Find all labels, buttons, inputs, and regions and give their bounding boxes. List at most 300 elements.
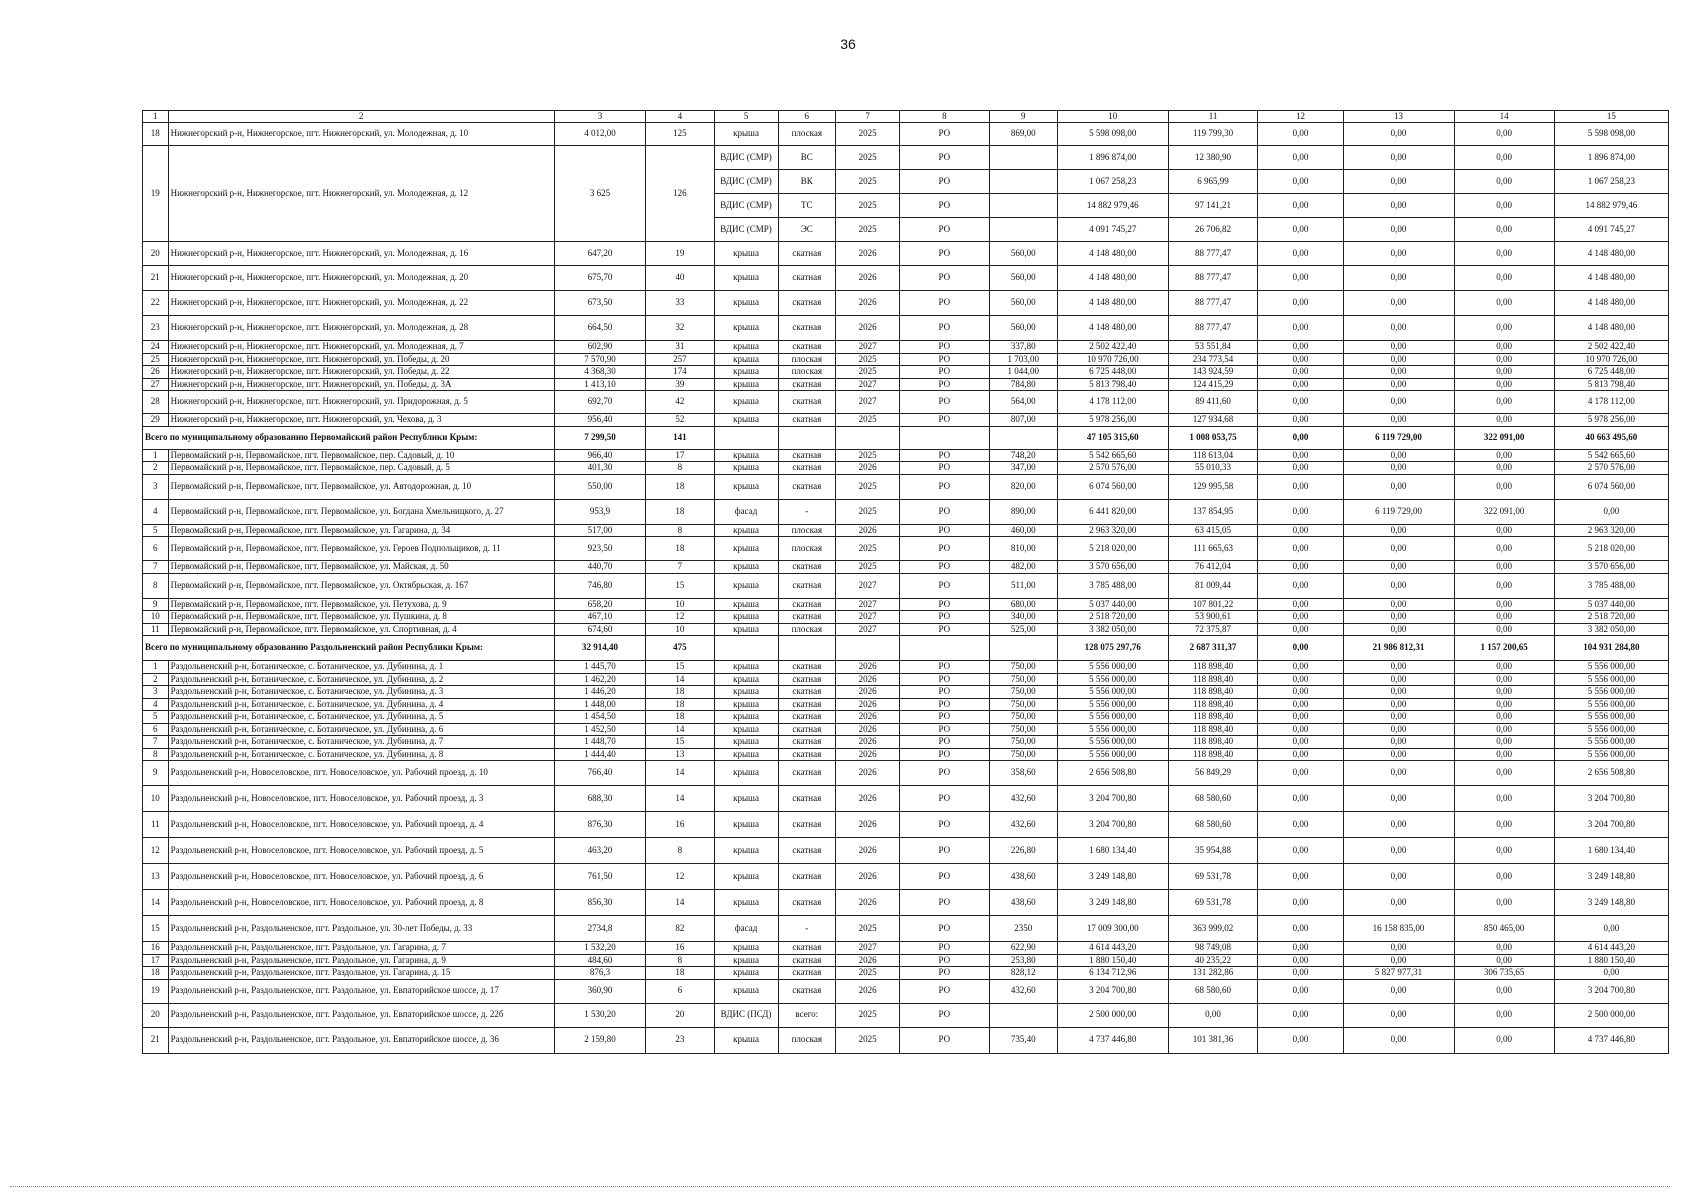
value-c5: крыша xyxy=(714,537,778,561)
value-c7: 2027 xyxy=(836,341,900,354)
value-c11: 111 665,63 xyxy=(1168,537,1258,561)
value-c11: 76 412,04 xyxy=(1168,561,1258,574)
value-c12: 0,00 xyxy=(1258,623,1343,636)
value-c5: крыша xyxy=(714,736,778,749)
address-cell: Раздольненский р-н, Новоселовское, пгт. Новоселовское, ул. Рабочий проезд, д. 3 xyxy=(168,786,554,812)
value-c6: скатная xyxy=(778,838,836,864)
residents-cell: 14 xyxy=(646,786,714,812)
value-c7: 2026 xyxy=(836,266,900,291)
value-c12: 0,00 xyxy=(1258,954,1343,967)
column-number-header: 11 xyxy=(1168,111,1258,123)
value-c7: 2027 xyxy=(836,623,900,636)
area-cell: 1 452,50 xyxy=(554,723,646,736)
row-number: 18 xyxy=(143,123,169,146)
value-c5: крыша xyxy=(714,242,778,266)
value-c9: 226,80 xyxy=(989,838,1057,864)
value-c12: 0,00 xyxy=(1258,537,1343,561)
value-c14: 0,00 xyxy=(1454,524,1554,537)
table-row xyxy=(143,353,1669,366)
value-c11: 68 580,60 xyxy=(1168,979,1258,1003)
value-c13: 16 158 835,00 xyxy=(1343,916,1454,942)
value-c11: 97 141,21 xyxy=(1168,194,1258,218)
value-c10: 2 656 508,80 xyxy=(1057,761,1168,786)
value-c15: 5 978 256,00 xyxy=(1554,414,1668,427)
residents-cell: 10 xyxy=(646,598,714,611)
table-row xyxy=(143,524,1669,537)
value-c5: крыша xyxy=(714,942,778,955)
value-c11: 6 965,99 xyxy=(1168,170,1258,194)
table-row xyxy=(143,761,1669,786)
address-cell: Первомайский р-н, Первомайское, пгт. Первомайское, ул. Автодорожная, д. 10 xyxy=(168,474,554,499)
value-c5: крыша xyxy=(714,611,778,624)
value-c15: 3 249 148,80 xyxy=(1554,890,1668,916)
value-c12: 0,00 xyxy=(1258,378,1343,391)
value-c10: 3 204 700,80 xyxy=(1057,979,1168,1003)
value-c15: 4 614 443,20 xyxy=(1554,942,1668,955)
value-c12: 0,00 xyxy=(1258,146,1343,170)
address-cell: Нижнегорский р-н, Нижнегорское, пгт. Нижнегорский, ул. Победы, д. 22 xyxy=(168,366,554,379)
value-c10: 5 556 000,00 xyxy=(1057,661,1168,674)
value-c7: 2026 xyxy=(836,673,900,686)
area-cell: 766,40 xyxy=(554,761,646,786)
empty-cell xyxy=(836,636,900,661)
value-c8: РО xyxy=(900,123,990,146)
value-c7: 2027 xyxy=(836,573,900,598)
table-row xyxy=(143,366,1669,379)
value-c11: 118 898,40 xyxy=(1168,661,1258,674)
value-c5: крыша xyxy=(714,561,778,574)
row-number: 3 xyxy=(143,474,169,499)
value-c6: - xyxy=(778,916,836,942)
value-c10: 3 204 700,80 xyxy=(1057,786,1168,812)
row-number: 10 xyxy=(143,611,169,624)
value-c7: 2025 xyxy=(836,449,900,462)
value-c11: 124 415,29 xyxy=(1168,378,1258,391)
value-c13: 0,00 xyxy=(1343,812,1454,838)
area-cell: 1 445,70 xyxy=(554,661,646,674)
value-c7: 2027 xyxy=(836,391,900,414)
value-c14: 0,00 xyxy=(1454,462,1554,475)
address-cell: Раздольненский р-н, Ботаническое, с. Ботаническое, ул. Дубинина, д. 8 xyxy=(168,748,554,761)
value-c9: 680,00 xyxy=(989,598,1057,611)
value-c15: 4 148 480,00 xyxy=(1554,316,1668,341)
area-cell: 7 570,90 xyxy=(554,353,646,366)
residents-cell: 125 xyxy=(646,123,714,146)
value-c15: 5 556 000,00 xyxy=(1554,723,1668,736)
value-c13: 0,00 xyxy=(1343,378,1454,391)
address-cell: Раздольненский р-н, Раздольненское, пгт. Раздольное, ул. Евпаторийское шоссе, д. 36 xyxy=(168,1027,554,1053)
table-row xyxy=(143,611,1669,624)
value-c8: РО xyxy=(900,353,990,366)
address-cell: Первомайский р-н, Первомайское, пгт. Первомайское, ул. Спортивная, д. 4 xyxy=(168,623,554,636)
value-c8: РО xyxy=(900,698,990,711)
value-c8: РО xyxy=(900,623,990,636)
value-c15: 2 570 576,00 xyxy=(1554,462,1668,475)
value-c6: скатная xyxy=(778,864,836,890)
value-c8: РО xyxy=(900,218,990,242)
value-c11: 234 773,54 xyxy=(1168,353,1258,366)
value-c6: скатная xyxy=(778,561,836,574)
value-c6: плоская xyxy=(778,1027,836,1053)
value-c7: 2027 xyxy=(836,942,900,955)
address-cell: Первомайский р-н, Первомайское, пгт. Первомайское, ул. Петухова, д. 9 xyxy=(168,598,554,611)
value-c14: 0,00 xyxy=(1454,378,1554,391)
value-c7: 2025 xyxy=(836,916,900,942)
value-c12: 0,00 xyxy=(1258,890,1343,916)
residents-cell: 52 xyxy=(646,414,714,427)
value-c13: 0,00 xyxy=(1343,954,1454,967)
row-number: 15 xyxy=(143,916,169,942)
total-c14: 1 157 200,65 xyxy=(1454,636,1554,661)
value-c9: 869,00 xyxy=(989,123,1057,146)
value-c11: 69 531,78 xyxy=(1168,890,1258,916)
value-c8: РО xyxy=(900,954,990,967)
value-c9 xyxy=(989,1003,1057,1027)
table-row xyxy=(143,661,1669,674)
value-c9 xyxy=(989,170,1057,194)
value-c11: 72 375,87 xyxy=(1168,623,1258,636)
value-c13: 0,00 xyxy=(1343,353,1454,366)
value-c10: 2 963 320,00 xyxy=(1057,524,1168,537)
value-c15: 5 556 000,00 xyxy=(1554,686,1668,699)
value-c9: 750,00 xyxy=(989,698,1057,711)
value-c5: фасад xyxy=(714,916,778,942)
value-c15: 3 785 488,00 xyxy=(1554,573,1668,598)
address-cell: Раздольненский р-н, Новоселовское, пгт. Новоселовское, ул. Рабочий проезд, д. 8 xyxy=(168,890,554,916)
value-c7: 2025 xyxy=(836,170,900,194)
column-number-header: 6 xyxy=(778,111,836,123)
area-cell: 4 012,00 xyxy=(554,123,646,146)
value-c7: 2025 xyxy=(836,1027,900,1053)
value-c13: 0,00 xyxy=(1343,341,1454,354)
table-row xyxy=(143,967,1669,980)
table-row xyxy=(143,266,1669,291)
table-row xyxy=(143,786,1669,812)
value-c13: 0,00 xyxy=(1343,537,1454,561)
residents-cell: 20 xyxy=(646,1003,714,1027)
residents-cell: 18 xyxy=(646,686,714,699)
table-row xyxy=(143,916,1669,942)
value-c11: 131 282,86 xyxy=(1168,967,1258,980)
total-c12: 0,00 xyxy=(1258,636,1343,661)
address-cell: Нижнегорский р-н, Нижнегорское, пгт. Нижнегорский, ул. Победы, д. 20 xyxy=(168,353,554,366)
row-number: 27 xyxy=(143,378,169,391)
table-row xyxy=(143,499,1669,524)
value-c13: 0,00 xyxy=(1343,673,1454,686)
value-c14: 0,00 xyxy=(1454,761,1554,786)
value-c7: 2025 xyxy=(836,353,900,366)
column-number-header: 1 xyxy=(143,111,169,123)
value-c7: 2027 xyxy=(836,598,900,611)
value-c5: ВДИС (ПСД) xyxy=(714,1003,778,1027)
value-c14: 0,00 xyxy=(1454,611,1554,624)
value-c8: РО xyxy=(900,864,990,890)
row-number: 7 xyxy=(143,561,169,574)
value-c10: 5 037 440,00 xyxy=(1057,598,1168,611)
total-c13: 21 986 812,31 xyxy=(1343,636,1454,661)
table-row xyxy=(143,291,1669,316)
value-c6: скатная xyxy=(778,242,836,266)
value-c6: скатная xyxy=(778,686,836,699)
value-c15: 0,00 xyxy=(1554,916,1668,942)
value-c14: 0,00 xyxy=(1454,838,1554,864)
address-cell: Раздольненский р-н, Ботаническое, с. Ботаническое, ул. Дубинина, д. 1 xyxy=(168,661,554,674)
value-c15: 5 598 098,00 xyxy=(1554,123,1668,146)
residents-cell: 14 xyxy=(646,761,714,786)
row-number: 19 xyxy=(143,979,169,1003)
address-cell: Первомайский р-н, Первомайское, пгт. Первомайское, ул. Богдана Хмельницкого, д. 27 xyxy=(168,499,554,524)
value-c13: 0,00 xyxy=(1343,561,1454,574)
residents-cell: 6 xyxy=(646,979,714,1003)
value-c8: РО xyxy=(900,462,990,475)
value-c7: 2026 xyxy=(836,736,900,749)
value-c12: 0,00 xyxy=(1258,561,1343,574)
value-c15: 1 067 258,23 xyxy=(1554,170,1668,194)
residents-cell: 31 xyxy=(646,341,714,354)
value-c10: 5 542 665,60 xyxy=(1057,449,1168,462)
value-c14: 0,00 xyxy=(1454,474,1554,499)
table-row xyxy=(143,711,1669,724)
value-c10: 1 896 874,00 xyxy=(1057,146,1168,170)
area-cell: 692,70 xyxy=(554,391,646,414)
row-number: 11 xyxy=(143,623,169,636)
value-c8: РО xyxy=(900,661,990,674)
value-c13: 0,00 xyxy=(1343,366,1454,379)
value-c14: 322 091,00 xyxy=(1454,499,1554,524)
address-cell: Раздольненский р-н, Ботаническое, с. Ботаническое, ул. Дубинина, д. 6 xyxy=(168,723,554,736)
value-c9 xyxy=(989,146,1057,170)
table-row xyxy=(143,864,1669,890)
value-c7: 2026 xyxy=(836,812,900,838)
value-c7: 2025 xyxy=(836,194,900,218)
value-c7: 2026 xyxy=(836,723,900,736)
total-c11: 2 687 311,37 xyxy=(1168,636,1258,661)
value-c11: 127 934,68 xyxy=(1168,414,1258,427)
row-number: 20 xyxy=(143,242,169,266)
table-row xyxy=(143,890,1669,916)
area-cell: 401,30 xyxy=(554,462,646,475)
residents-cell: 15 xyxy=(646,573,714,598)
value-c5: крыша xyxy=(714,366,778,379)
value-c8: РО xyxy=(900,611,990,624)
value-c11: 129 995,58 xyxy=(1168,474,1258,499)
total-c12: 0,00 xyxy=(1258,426,1343,449)
value-c10: 4 148 480,00 xyxy=(1057,266,1168,291)
residents-cell: 15 xyxy=(646,661,714,674)
value-c14: 0,00 xyxy=(1454,786,1554,812)
value-c13: 6 119 729,00 xyxy=(1343,499,1454,524)
value-c8: РО xyxy=(900,711,990,724)
value-c5: крыша xyxy=(714,864,778,890)
value-c10: 6 441 820,00 xyxy=(1057,499,1168,524)
residents-cell: 33 xyxy=(646,291,714,316)
value-c8: РО xyxy=(900,786,990,812)
value-c8: РО xyxy=(900,736,990,749)
value-c6: скатная xyxy=(778,611,836,624)
value-c14: 0,00 xyxy=(1454,366,1554,379)
column-number-header: 12 xyxy=(1258,111,1343,123)
value-c6: скатная xyxy=(778,661,836,674)
value-c9: 784,80 xyxy=(989,378,1057,391)
value-c5: крыша xyxy=(714,449,778,462)
value-c9: 432,60 xyxy=(989,979,1057,1003)
value-c12: 0,00 xyxy=(1258,353,1343,366)
value-c12: 0,00 xyxy=(1258,736,1343,749)
value-c13: 0,00 xyxy=(1343,291,1454,316)
value-c14: 0,00 xyxy=(1454,194,1554,218)
address-cell: Первомайский р-н, Первомайское, пгт. Первомайское, ул. Октябрьская, д. 167 xyxy=(168,573,554,598)
address-cell: Раздольненский р-н, Ботаническое, с. Ботаническое, ул. Дубинина, д. 3 xyxy=(168,686,554,699)
address-cell: Нижнегорский р-н, Нижнегорское, пгт. Нижнегорский, ул. Придорожная, д. 5 xyxy=(168,391,554,414)
value-c5: крыша xyxy=(714,673,778,686)
address-cell: Раздольненский р-н, Раздольненское, пгт. Раздольное, ул. Гагарина, д. 15 xyxy=(168,967,554,980)
value-c15: 6 074 560,00 xyxy=(1554,474,1668,499)
area-cell: 1 413,10 xyxy=(554,378,646,391)
value-c11: 88 777,47 xyxy=(1168,316,1258,341)
value-c13: 0,00 xyxy=(1343,1027,1454,1053)
row-number: 22 xyxy=(143,291,169,316)
value-c12: 0,00 xyxy=(1258,316,1343,341)
value-c10: 5 556 000,00 xyxy=(1057,748,1168,761)
value-c9: 560,00 xyxy=(989,266,1057,291)
value-c13: 0,00 xyxy=(1343,723,1454,736)
value-c6: плоская xyxy=(778,524,836,537)
value-c5: крыша xyxy=(714,686,778,699)
value-c5: крыша xyxy=(714,341,778,354)
table-row xyxy=(143,561,1669,574)
value-c11: 26 706,82 xyxy=(1168,218,1258,242)
area-cell: 3 625 xyxy=(554,146,646,242)
table-row xyxy=(143,414,1669,427)
area-cell: 467,10 xyxy=(554,611,646,624)
residents-cell: 18 xyxy=(646,698,714,711)
table-row xyxy=(143,462,1669,475)
value-c11: 56 849,29 xyxy=(1168,761,1258,786)
value-c13: 0,00 xyxy=(1343,786,1454,812)
value-c15: 5 218 020,00 xyxy=(1554,537,1668,561)
value-c11: 68 580,60 xyxy=(1168,786,1258,812)
value-c14: 0,00 xyxy=(1454,698,1554,711)
value-c7: 2025 xyxy=(836,967,900,980)
value-c14: 306 735,65 xyxy=(1454,967,1554,980)
value-c11: 12 380,90 xyxy=(1168,146,1258,170)
row-number: 12 xyxy=(143,838,169,864)
column-number-header: 2 xyxy=(168,111,554,123)
area-cell: 953,9 xyxy=(554,499,646,524)
row-number: 13 xyxy=(143,864,169,890)
address-cell: Раздольненский р-н, Ботаническое, с. Ботаническое, ул. Дубинина, д. 7 xyxy=(168,736,554,749)
column-number-header: 7 xyxy=(836,111,900,123)
value-c6: скатная xyxy=(778,786,836,812)
page-bottom-rule xyxy=(10,1186,1670,1187)
value-c6: скатная xyxy=(778,942,836,955)
value-c9: 750,00 xyxy=(989,711,1057,724)
value-c12: 0,00 xyxy=(1258,916,1343,942)
value-c12: 0,00 xyxy=(1258,761,1343,786)
value-c13: 0,00 xyxy=(1343,462,1454,475)
value-c15: 5 813 798,40 xyxy=(1554,378,1668,391)
value-c12: 0,00 xyxy=(1258,524,1343,537)
value-c13: 0,00 xyxy=(1343,748,1454,761)
value-c11: 118 613,04 xyxy=(1168,449,1258,462)
value-c7: 2026 xyxy=(836,838,900,864)
value-c10: 5 978 256,00 xyxy=(1057,414,1168,427)
value-c15: 3 570 656,00 xyxy=(1554,561,1668,574)
value-c7: 2026 xyxy=(836,316,900,341)
value-c15: 1 896 874,00 xyxy=(1554,146,1668,170)
value-c14: 0,00 xyxy=(1454,598,1554,611)
value-c15: 2 963 320,00 xyxy=(1554,524,1668,537)
value-c9: 358,60 xyxy=(989,761,1057,786)
value-c7: 2026 xyxy=(836,711,900,724)
value-c10: 5 556 000,00 xyxy=(1057,723,1168,736)
area-cell: 674,60 xyxy=(554,623,646,636)
value-c11: 81 009,44 xyxy=(1168,573,1258,598)
value-c13: 0,00 xyxy=(1343,942,1454,955)
table-row xyxy=(143,698,1669,711)
value-c12: 0,00 xyxy=(1258,942,1343,955)
column-number-header: 13 xyxy=(1343,111,1454,123)
value-c5: крыша xyxy=(714,573,778,598)
area-cell: 440,70 xyxy=(554,561,646,574)
value-c14: 0,00 xyxy=(1454,864,1554,890)
value-c9: 750,00 xyxy=(989,723,1057,736)
value-c14: 0,00 xyxy=(1454,623,1554,636)
value-c13: 0,00 xyxy=(1343,864,1454,890)
value-c5: ВДИС (СМР) xyxy=(714,170,778,194)
value-c13: 0,00 xyxy=(1343,1003,1454,1027)
row-number: 7 xyxy=(143,736,169,749)
value-c15: 3 204 700,80 xyxy=(1554,812,1668,838)
value-c9: 750,00 xyxy=(989,661,1057,674)
table-row xyxy=(143,736,1669,749)
district-total-label: Всего по муниципальному образованию Первомайский район Республики Крым: xyxy=(143,426,555,449)
value-c9: 525,00 xyxy=(989,623,1057,636)
value-c9: 735,40 xyxy=(989,1027,1057,1053)
value-c8: РО xyxy=(900,391,990,414)
value-c6: плоская xyxy=(778,366,836,379)
value-c6: скатная xyxy=(778,316,836,341)
value-c9: 750,00 xyxy=(989,736,1057,749)
value-c7: 2027 xyxy=(836,378,900,391)
value-c15: 2 518 720,00 xyxy=(1554,611,1668,624)
residents-cell: 16 xyxy=(646,942,714,955)
value-c10: 5 556 000,00 xyxy=(1057,686,1168,699)
value-c8: РО xyxy=(900,194,990,218)
value-c6: скатная xyxy=(778,474,836,499)
value-c13: 0,00 xyxy=(1343,698,1454,711)
table-row xyxy=(143,474,1669,499)
table-row xyxy=(143,623,1669,636)
address-cell: Нижнегорский р-н, Нижнегорское, пгт. Нижнегорский, ул. Молодежная, д. 28 xyxy=(168,316,554,341)
value-c15: 2 500 000,00 xyxy=(1554,1003,1668,1027)
value-c8: РО xyxy=(900,449,990,462)
value-c12: 0,00 xyxy=(1258,748,1343,761)
row-number: 17 xyxy=(143,954,169,967)
value-c15: 1 680 134,40 xyxy=(1554,838,1668,864)
area-cell: 1 446,20 xyxy=(554,686,646,699)
value-c15: 3 204 700,80 xyxy=(1554,786,1668,812)
value-c15: 5 556 000,00 xyxy=(1554,748,1668,761)
value-c9: 750,00 xyxy=(989,748,1057,761)
value-c10: 5 598 098,00 xyxy=(1057,123,1168,146)
value-c10: 1 680 134,40 xyxy=(1057,838,1168,864)
value-c13: 0,00 xyxy=(1343,979,1454,1003)
value-c10: 4 614 443,20 xyxy=(1057,942,1168,955)
value-c12: 0,00 xyxy=(1258,123,1343,146)
value-c8: РО xyxy=(900,524,990,537)
value-c6: скатная xyxy=(778,890,836,916)
